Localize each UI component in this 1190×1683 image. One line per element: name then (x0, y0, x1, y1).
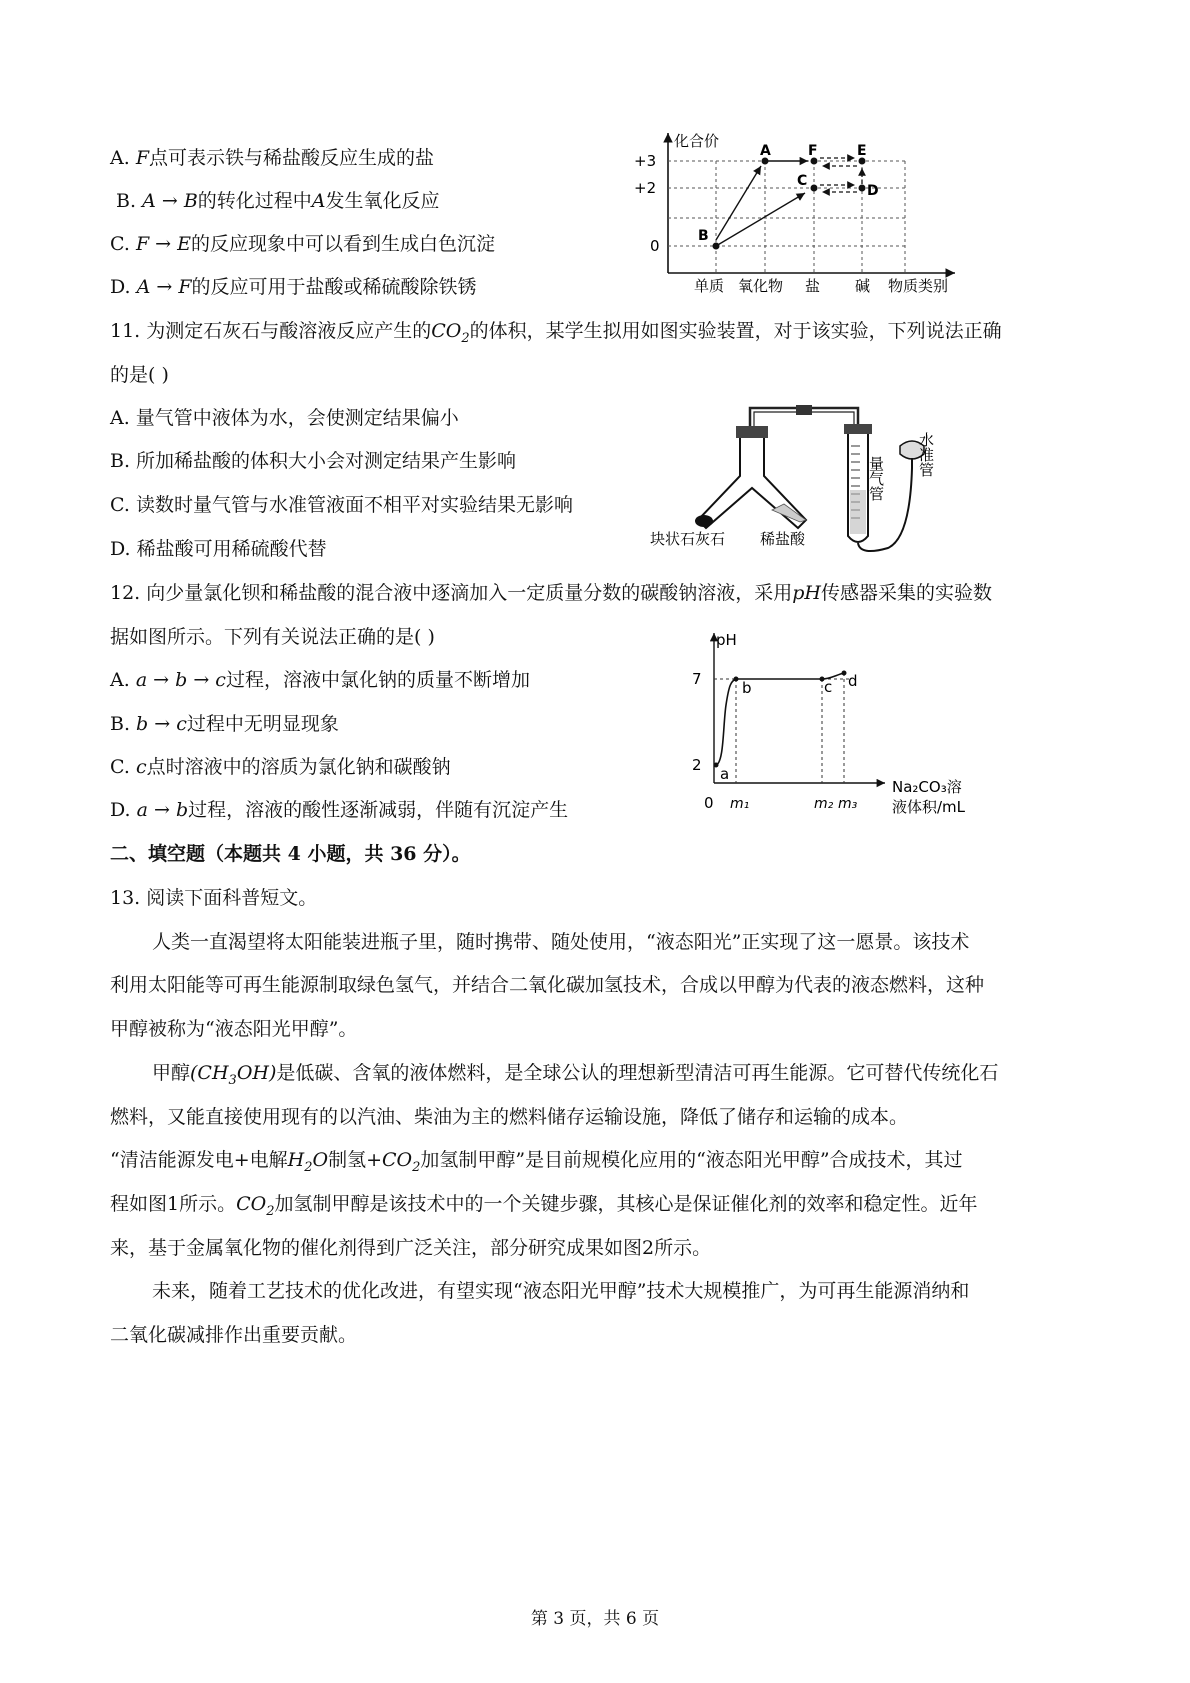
label-gas-burette: 量气管 (867, 456, 885, 501)
q13-p3-line3: 来，基于金属氧化物的催化剂得到广泛关注，部分研究成果如图2所示。 (110, 1237, 712, 1259)
page-footer: 第 3 页，共 6 页 (530, 1609, 660, 1629)
q12-stem-2: 据如图所示。下列有关说法正确的是( ) (110, 626, 435, 648)
q12-option-c: C. c点时溶液中的溶质为氯化钠和碳酸钠 (110, 756, 451, 778)
limestone (695, 515, 713, 527)
ph-chart (690, 625, 990, 820)
ph-point-d (842, 671, 847, 676)
valence-xtick-element: 单质 (694, 277, 725, 295)
label-f: F (808, 143, 818, 159)
stopper-left (736, 426, 768, 438)
q13-p3-line2: 程如图1所示。$CO_2$加氢制甲醇是该技术中的一个关键步骤，其核心是保证催化剂的效率和稳定性。近年 (110, 1193, 978, 1219)
q13-p2-line1: 甲醇$(CH_3OH)$是低碳、含氧的液体燃料，是全球公认的理想新型清洁可再生能源。它可替代传统化石 (152, 1062, 999, 1088)
valence-xtick-category: 物质类别 (888, 277, 949, 295)
q11-option-d: D. 稀盐酸可用稀硫酸代替 (110, 538, 327, 560)
q12-option-d: D. a → b过程，溶液的酸性逐渐减弱，伴随有沉淀产生 (110, 799, 569, 821)
ph-point-a (714, 763, 719, 768)
label-b: B (698, 228, 709, 244)
ph-xlabel-2: 液体积/mL (892, 798, 966, 816)
point-c (811, 185, 818, 192)
label-c: C (797, 173, 808, 189)
q10-option-c: C. F → E的反应现象中可以看到生成白色沉淀 (110, 233, 496, 255)
label-limestone: 块状石灰石 (650, 530, 726, 548)
ph-xtick-m2: m₂ (814, 796, 834, 812)
q13-p4-line1: 未来，随着工艺技术的优化改进，有望实现“液态阳光甲醇”技术大规模推广，为可再生能源消纳和 (152, 1280, 970, 1302)
q13-p1-line2: 利用太阳能等可再生能源制取绿色氢气，并结合二氧化碳加氢技术，合成以甲醇为代表的液态燃料，这种 (110, 974, 985, 996)
q11-stem-2: 的是( ) (110, 364, 169, 386)
tube-clamp (796, 405, 812, 415)
valence-ytick-0: 0 (650, 237, 660, 255)
valence-xtick-salt: 盐 (805, 277, 821, 295)
ph-label-c: c (824, 678, 833, 696)
ph-xtick-0: 0 (704, 794, 714, 812)
q12-option-b: B. b → c过程中无明显现象 (110, 713, 339, 735)
ph-xtick-m1: m₁ (730, 796, 750, 812)
valence-chart (630, 128, 980, 303)
label-a: A (760, 143, 771, 159)
ph-label-a: a (720, 765, 730, 783)
ph-ytick-7: 7 (692, 670, 702, 688)
q11-option-b: B. 所加稀盐酸的体积大小会对测定结果产生影响 (110, 450, 517, 472)
stopper-right (844, 424, 872, 434)
q13-p2-line2: 燃料，又能直接使用现有的以汽油、柴油为主的燃料储存运输设施，降低了储存和运输的成本。 (110, 1106, 909, 1128)
q12-option-a: A. a → b → c过程，溶液中氯化钠的质量不断增加 (110, 669, 530, 691)
point-d (859, 185, 866, 192)
q10-option-a: A. F点可表示铁与稀盐酸反应生成的盐 (110, 147, 435, 169)
valence-ylabel: 化合价 (674, 132, 720, 150)
ph-ylabel: pH (716, 631, 737, 649)
q13-p4-line2: 二氧化碳减排作出重要贡献。 (110, 1324, 358, 1346)
q10-option-d: D. A → F的反应可用于盐酸或稀硫酸除铁锈 (110, 276, 477, 298)
q13-stem: 13. 阅读下面科普短文。 (110, 887, 318, 909)
label-acid: 稀盐酸 (760, 530, 806, 548)
valence-ytick-3: +3 (634, 152, 657, 170)
arrow-b-a (716, 166, 761, 240)
ph-label-d: d (848, 672, 858, 690)
q11-option-c: C. 读数时量气管与水准管液面不相平对实验结果无影响 (110, 494, 573, 516)
q11-option-a: A. 量气管中液体为水，会使测定结果偏小 (110, 407, 459, 429)
arrow-b-c (716, 193, 805, 246)
point-b (713, 243, 720, 250)
ph-point-b (734, 677, 739, 682)
valence-xtick-oxide: 氧化物 (738, 277, 784, 295)
valence-ytick-2: +2 (634, 179, 657, 197)
q12-stem-1: 12. 向少量氯化钡和稀盐酸的混合液中逐滴加入一定质量分数的碳酸钠溶液，采用pH传感器采集的实验数 (110, 582, 993, 604)
ph-xtick-m3: m₃ (838, 796, 858, 812)
q13-p3-line1: “清洁能源发电+电解$H_2O$制氢$+CO_2$加氢制甲醇”是目前规模化应用的“液态阳光甲醇”合成技术，其过 (110, 1149, 963, 1175)
label-leveling-tube: 水准管 (917, 432, 935, 477)
apparatus-diagram (648, 398, 968, 558)
section-2-heading: 二、填空题（本题共 4 小题，共 36 分）。 (110, 843, 471, 865)
q13-p1-line1: 人类一直渴望将太阳能装进瓶子里，随时携带、随处使用，“液态阳光”正实现了这一愿景。该技术 (152, 931, 970, 953)
ph-xlabel-1: Na₂CO₃溶 (892, 778, 962, 796)
q13-p1-line3: 甲醇被称为“液态阳光甲醇”。 (110, 1018, 358, 1040)
ph-label-b: b (742, 679, 752, 697)
valence-xtick-base: 碱 (855, 277, 871, 295)
q11-stem-1: 11. 为测定石灰石与酸溶液反应产生的$CO_2$的体积，某学生拟用如图实验装置，对于该实验，下列说法正确 (110, 320, 1002, 346)
label-e: E (857, 143, 867, 159)
label-d: D (867, 183, 879, 199)
q10-option-b: B. A → B的转化过程中A发生氧化反应 (110, 190, 440, 212)
ph-ytick-2: 2 (692, 756, 702, 774)
